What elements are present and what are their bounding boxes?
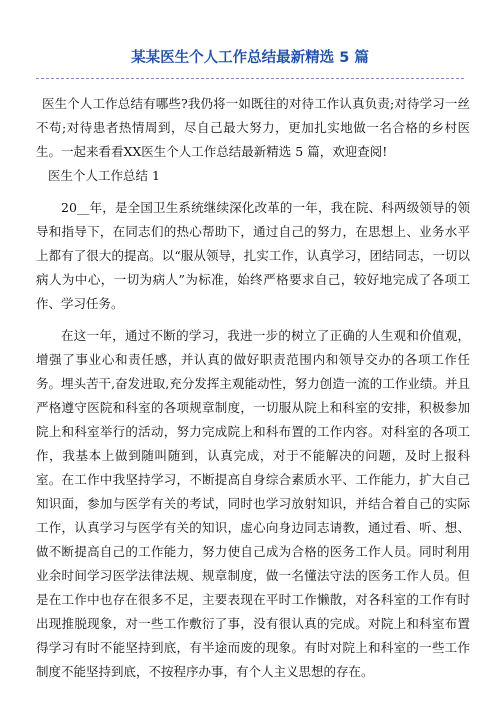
section-heading: 医生个人工作总结 1 <box>48 168 160 183</box>
spacer <box>36 188 470 196</box>
body-paragraph: 在这一年，通过不断的学习，我进一步的树立了正确的人生观和价值观，增强了事业心和责任感，并认真的做好职责范围内和领导交办的各项工作任务。埋头苦干,奋发进取,充分发挥主观能动性，努力创造一流的工作业绩。并且严格遵守医院和科室的各项规章制度，一切服从院上和科室的安排，积极参加院上和科室举行的活动，努力完成院上和科布置的工作内容。对科室的各项工作，我基本上做到随叫随到，认真完成，对于不能解决的问题，及时上报科室。在工作中我坚持学习，不断提高自身综合素质水平、工作能力，扩大自己知识面，参加与医学有关的考试，同时也学习放射知识，并结合着自己的实际工作，认真学习与医学有关的知识，虚心向身边同志请教，通过看、听、想、做不断提高自己的工作能力，努力使自己成为合格的医务工作人员。同时利用业余时间学习医学法律法规、规章制度，做一名懂法守法的医务工作人员。但是在工作中也存在很多不足，主要表现在平时工作懒散，对各科室的工作有时出现推脱现象，对一些工作敷衍了事，没有很认真的完成。对院上和科室布置得学习有时不能坚持到底，有半途而废的现象。有时对院上和科室的一些工作制度不能坚持到底，不按程序办事，有个人主义思想的存在。 <box>36 328 470 679</box>
spacer <box>36 316 470 324</box>
intro-paragraph: 医生个人工作总结有哪些?我仍将一如既往的对待工作认真负责;对待学习一丝不苟;对待患者热情周到，尽自己最大努力，更加扎实地做一名合格的乡村医生。一起来看看XX医生个人工作总结最新精选 5 篇，欢迎查阅! <box>36 96 470 159</box>
document-title: 某某医生个人工作总结最新精选 5 篇 <box>131 50 369 66</box>
body-paragraph: 20__年，是全国卫生系统继续深化改革的一年，我在院、科两级领导的领导和指导下，在同志们的热心帮助下，通过自己的努力，在思想上、业务水平上都有了很大的提高。以“服从领导，扎实工作，认真学习，团结同志，一切以病人为中心，一切为病人”为标准，始终严格要求自己，较好地完成了各项工作、学习任务。 <box>36 200 470 311</box>
title-divider <box>36 78 464 79</box>
document-body <box>36 92 470 684</box>
